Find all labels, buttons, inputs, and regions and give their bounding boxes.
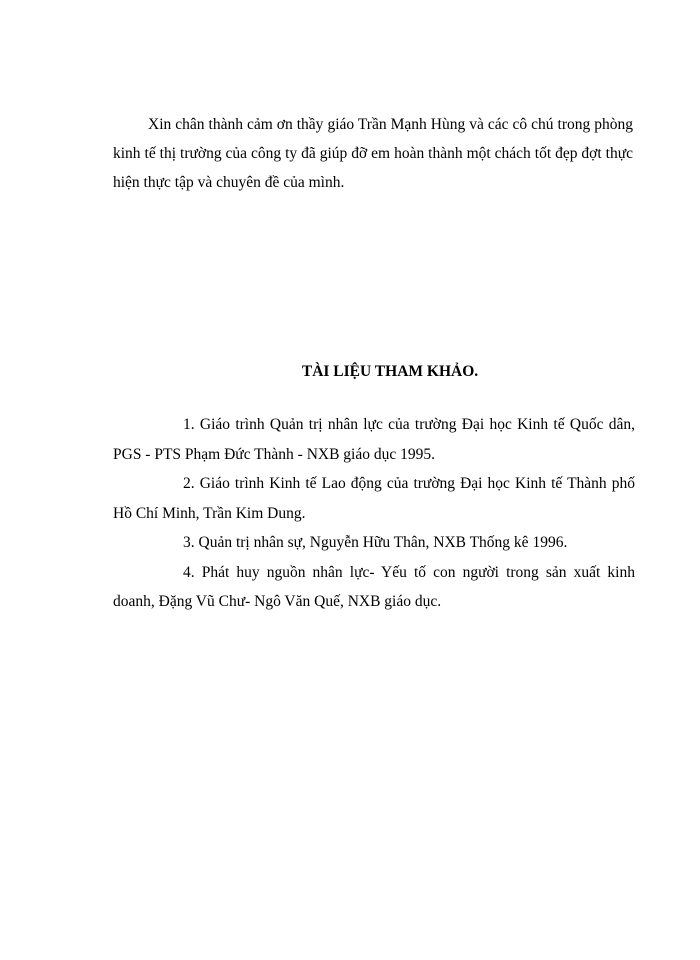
reference-text: Giáo trình Quản trị nhân lực của trường Đại học Kinh tế Quốc dân, PGS - PTS Phạm Đức Thành - NXB giáo dục 1995. [113,416,635,463]
reference-number: 4. [183,563,195,581]
reference-number: 2. [183,475,195,492]
reference-item-4 [113,558,635,617]
reference-item-1 [113,410,635,469]
reference-number: 1. [183,416,195,433]
reference-item-2 [113,469,635,528]
reference-number: 3. [183,534,195,551]
acknowledgement-paragraph: Xin chân thành cảm ơn thầy giáo Trần Mạnh Hùng và các cô chú trong phòng kinh tế thị trường của công ty đã giúp đỡ em hoàn thành một chách tốt đẹp đợt thực hiện thực tập và chuyên đề của mình. [113,116,633,191]
reference-text: Giáo trình Kinh tế Lao động của trường Đại học Kinh tế Thành phố Hồ Chí Minh, Trần Kim Dung. [113,475,635,522]
references-heading: TÀI LIỆU THAM KHẢO. [301,363,479,380]
reference-item-3 [113,528,635,558]
references-list [113,410,635,617]
reference-text: Phát huy nguồn nhân lực- Yếu tố con người trong sản xuất kinh doanh, Đặng Vũ Chư- Ngô Văn Quế, NXB giáo dục. [113,563,635,610]
reference-text: Quản trị nhân sự, Nguyễn Hữu Thân, NXB Thống kê 1996. [198,534,568,551]
